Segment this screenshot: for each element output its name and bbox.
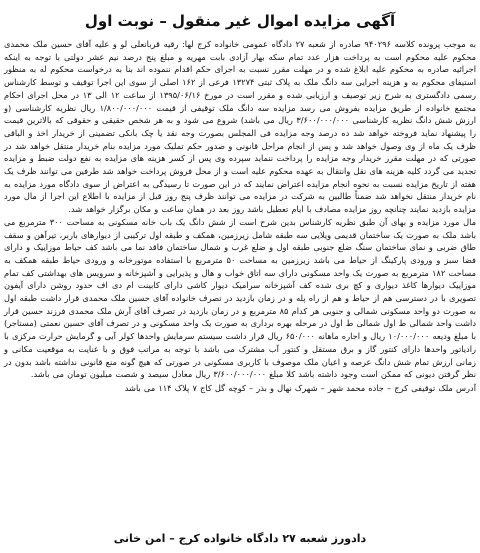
notice-title: آگهی مزایده اموال غیر منقول – نوبت اول xyxy=(84,12,396,30)
notice-body xyxy=(4,38,476,395)
notice-paragraph: به موجب پرونده کلاسه ۹۴۰۲۹۶ صادره از شعبه ۲۷ دادگاه عمومی خانواده کرج لها: رقیه قربانعلی لو و علیه آقای حسین ملک محمدی محکوم علیه محکوم است به پرداخت هزار عدد تمام سکه بهار آزادی بابت مهریه و مبلغ پنج درصد نیم عشر دولتی با توجه به اینکه اجرائیه صادره به محکوم علیه ابلاغ شده و در مهلت مقرر نسبت به اجرای حکم اقدام ننموده اند بنا به درخواست محکوم له به منظور استیفای محکوم به و هزینه اجرایی سه دانگ ملک به پلاک ثبتی ۱۳۲۷۴ فرعی از ۱۶۲ اصلی از سوی این اجرا توقیف و توسط کارشناس رسمی دادگستری به شرح زیر توصیف و ارزیابی شده و مقرر است در مورخ ۱۳۹۵/۰۶/۱۶ از ساعت ۱۲ الی ۱۳ در محل اجرای احکام مجتمع خانواده از طریق مزایده بفروش می رسد مزایده سه دانگ ملک توقیفی از قیمت ۱/۸۰۰/۰۰۰/۰۰۰ ریال نظریه کارشناسی (و ارزش شش دانگ نظریه کارشناسی ۳/۶۰۰/۰۰۰/۰۰۰ ریال می باشد) شروع می شود و به هر شخص حقیقی و حقوقی که بالاترین قیمت را پیشنهاد نماید فروخته خواهد شد ده درصد وجه مزایده فی المجلس بصورت وجه نقد یا چک بانکی تضمینی از خریدار اخذ و الباقی ظرف یک ماه از وی وصول خواهد شد و پس از انجام مراحل قانونی و صدور حکم تملیک مورد مزایده بنام خریدار منتقل خواهد شد در صورتی که در مهلت مقرر خریدار وجه مزایده را پرداخت ننماید سپرده وی پس از کسر هزینه های مزایده به نفع دولت ضبط و مزایده تجدید می گردد کلیه هزینه های نقل وانتقال به عهده محکوم علیه است و از محل فروش پرداخت خواهد شد طرفین می توانند ظرف یک هفته از تاریخ مزایده نسبت به نحوه انجام مزایده اعتراض نمایند که در این صورت تا رسیدگی به اعتراض از سوی دادگاه مورد مزایده به نام خریدار منتقل نخواهد شد ضمناً طالبین به شرکت در مزایده می توانند ظرف پنج روز قبل از مزایده با اطلاع این اجرا از مال مورد مزایده بازدید نمایند چنانچه روز مزایده مصادف با ایام تعطیل باشد روز بعد در همان ساعت و مکان برگزار خواهد شد. xyxy=(4,39,477,215)
notice-paragraph: مال مورد مزایده و بهای آن طبق نظریه کارشناس بدین شرح است از شش دانگ یک باب خانه مسکونی به مساحت ۳۰۰ مترمربع می باشد ملک به صورت یک ساختمان قدیمی ویلایی سه طبقه شامل زیرزمین، همکف و طبقه اول ترکیبی از دیوارهای باربر، تیرآهن و سقف طاق ضربی و نمای ساختمان سنگ ضلع جنوبی طبقه اول و ضلع غرب و شمال ساختمان فاقد نما می باشد کف حیاط موزاییک و دارای فضا سبز و ورودی پارکینگ از حیاط می باشد زیرزمین به مساحت ۵۰ مترمربع با استفاده موتورخانه و ورودی حیاط طبقه همکف به مساحت ۱۸۲ مترمربع به صورت یک واحد مسکونی دارای سه اتاق خواب و هال و پذیرایی و آشپزخانه و سرویس های بهداشتی کف تمام موزاییک دیوارها کاغذ دیواری و کچ بری شده کف آشپزخانه سرامیک دیوار کاشی دارای کابینت ام دی اف حدود روشن دارای آیفون تصویری با در دسترسی هم از حیاط و هم از راه پله و در زمان بازدید در تصرف خانواده آقای حسین ملک محمدی قرار داشت طبقه اول به صورت دو واحد مسکونی شمالی و جنوبی هر کدام ۸۵ مترمربع و در زمان بازدید در تصرف آقای آرش ملک محمدی فرزند حسین قرار داشت واحد شمالی ط اول شمالی ط اول در مرحله بهره برداری به صورت یک واحد مسکونی و در تصرف آقای حسین نعمتی (مستاجر) با مبلغ ودیعه ۱۰/۰۰۰/۰۰۰ ریال و اجاره ماهانه ۶۵۰/۰۰۰ ریال قرار داشت سیستم سرمایش واحدها کولر آبی و گرمایش حرارت مرکزی با رادیاتور واحدها دارای کنتور گاز و برق مستقل و کنتور آب مشترک می باشد با توجه به مراتب فوق و با عنایت به موقعیت مکانی و زمانی ارزش تمام شش دانگ عرصه و اعیان ملک موصوف با کاربری مسکونی در صورتی که هیچ گونه منع قانونی نداشته باشد بدون در نظر گرفتن دیونی که ممکن است وجود داشته باشد کلا مبلغ ۳/۶۰۰/۰۰۰/۰۰۰ ریال معادل سیصد و شصت میلیون تومان می باشد. xyxy=(4,216,476,380)
notice-page xyxy=(0,10,480,553)
property-address: آدرس ملک توقیفی کرج – جاده محمد شهر – شهرک نهال و بذر – کوچه گل کاج ۷ پلاک ۱۱۴ می باشد xyxy=(124,382,476,393)
official-signature: دادورز شعبه ۲۷ دادگاه خانواده کرج – امن خانی xyxy=(113,532,367,545)
